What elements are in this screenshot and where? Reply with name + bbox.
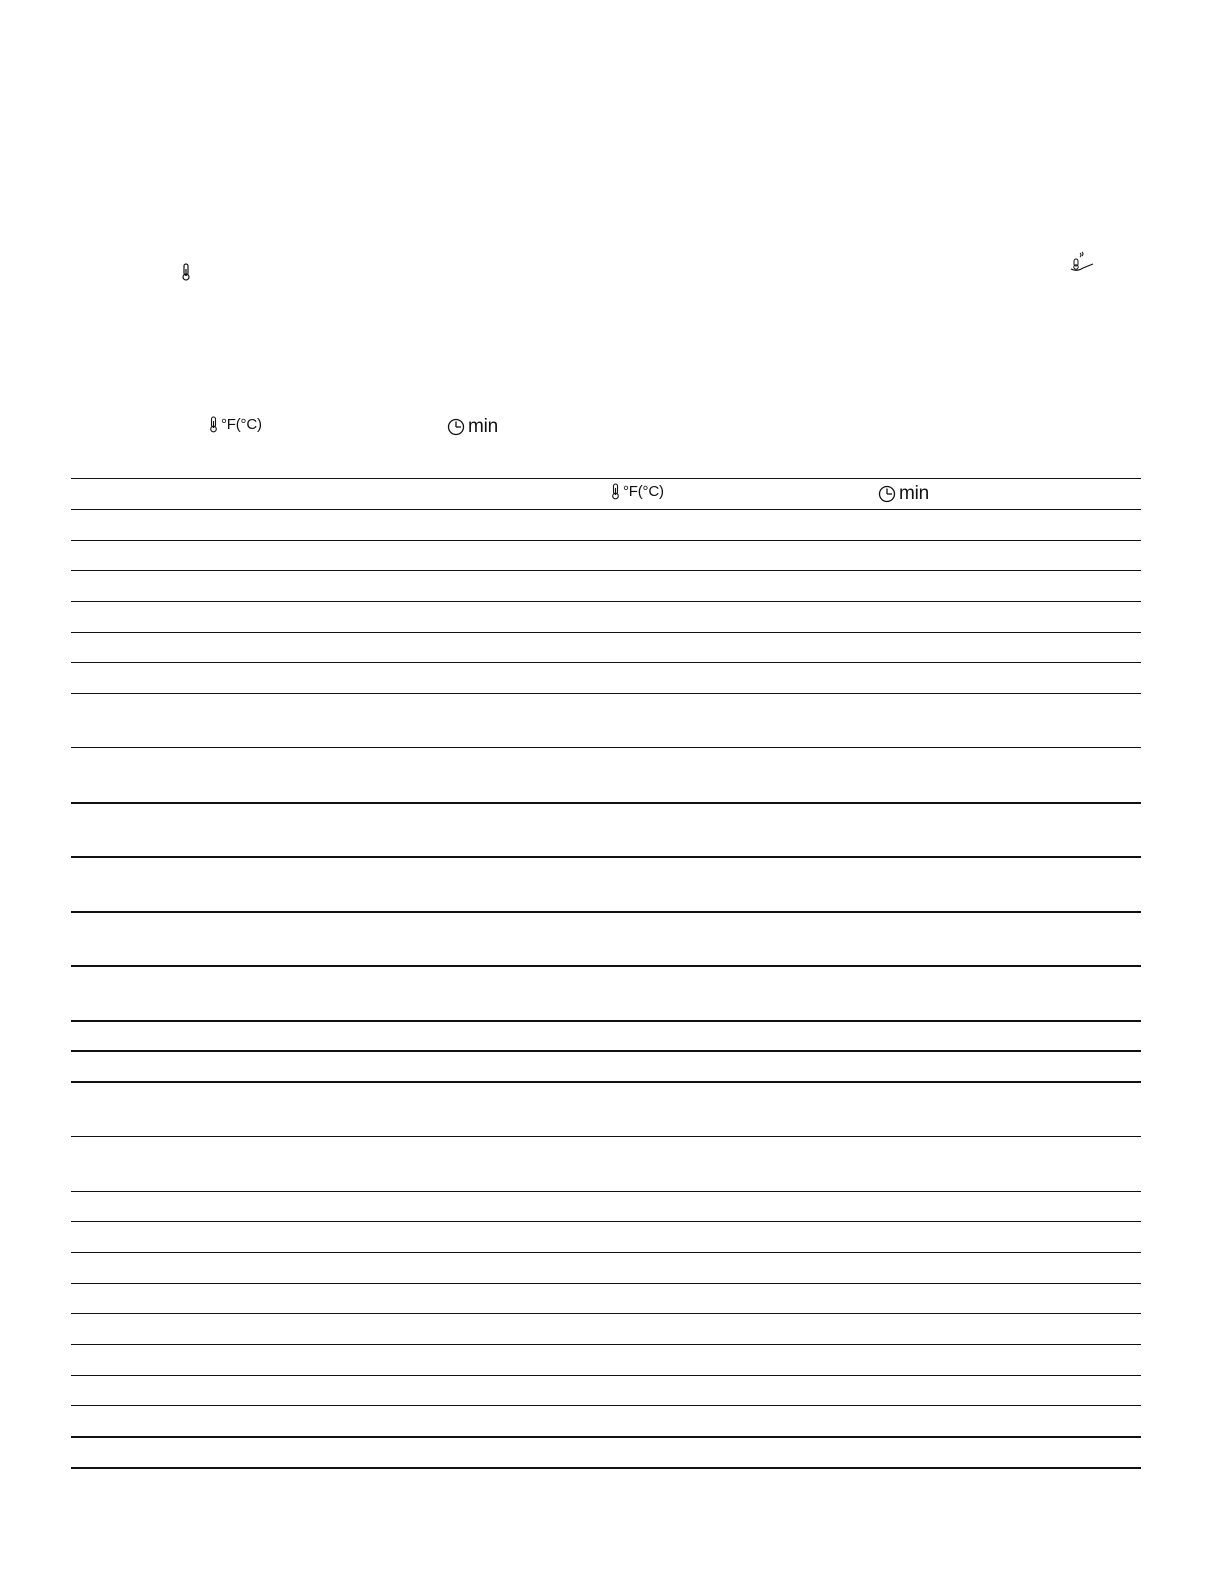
table-row-rule: [71, 1313, 1141, 1314]
table-row-rule: [71, 632, 1141, 633]
table-row-rule: [71, 1221, 1141, 1222]
table-row-rule: [71, 1375, 1141, 1376]
table-row-rule: [71, 1252, 1141, 1253]
table-time-header: [878, 483, 929, 505]
table-row-rule: [71, 1081, 1141, 1083]
time-unit-label: min: [899, 483, 930, 504]
table-row-rule: [71, 802, 1141, 804]
clock-icon: [878, 485, 896, 503]
table-row-rule: [71, 662, 1141, 663]
table-row-rule: [71, 747, 1141, 748]
table-row-rule: [71, 540, 1141, 541]
table-row-rule: [71, 856, 1141, 858]
table-row-rule: [71, 601, 1141, 602]
time-unit-label: min: [468, 416, 499, 437]
steam-hand-icon: [1069, 251, 1095, 273]
upper-time-header: [447, 416, 498, 438]
table-header-rule: [71, 509, 1141, 510]
temp-unit-label: °F(°C): [623, 483, 664, 500]
upper-temp-header: [209, 416, 262, 433]
temp-unit-label: °F(°C): [221, 416, 262, 433]
table-row-rule: [71, 1191, 1141, 1192]
table-row-rule: [71, 1344, 1141, 1345]
table-row-rule: [71, 1136, 1141, 1137]
table-row-rule: [71, 570, 1141, 571]
thermometer-icon: [209, 416, 218, 433]
thermometer-icon: [181, 263, 191, 281]
table-row-rule: [71, 693, 1141, 694]
table-row-rule: [71, 965, 1141, 967]
thermometer-icon: [611, 483, 620, 500]
table-row-rule: [71, 1405, 1141, 1406]
table-row-rule: [71, 911, 1141, 913]
table-row-rule: [71, 1436, 1141, 1438]
clock-icon: [447, 418, 465, 436]
table-row-rule: [71, 1020, 1141, 1022]
table-row-rule: [71, 1283, 1141, 1284]
table-bottom-rule: [71, 1467, 1141, 1469]
table-top-rule: [71, 478, 1141, 479]
table-temp-header: [611, 483, 664, 500]
table-row-rule: [71, 1050, 1141, 1052]
